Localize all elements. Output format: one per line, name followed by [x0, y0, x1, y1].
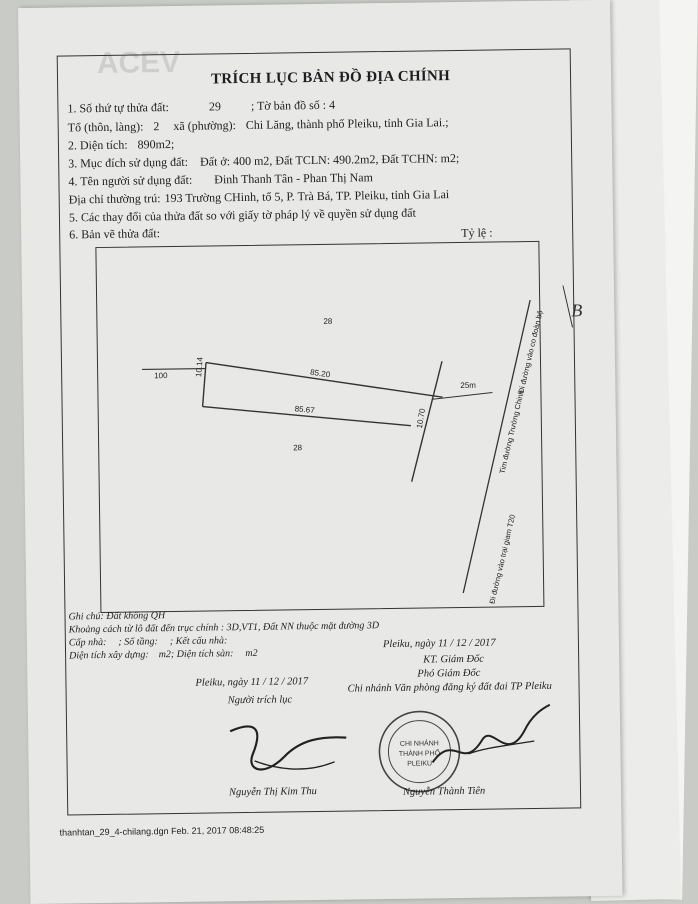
owner-label: 4. Tên người sử dụng đất:	[68, 172, 193, 189]
right-signature	[428, 701, 559, 783]
road-centerline	[459, 300, 534, 593]
right-role-2: Phó Giám Đốc	[417, 667, 481, 680]
area-label: 2. Diện tích:	[67, 137, 128, 153]
file-footer: thanhtan_29_4-chilang.dgn Feb. 21, 2017 08:48:25	[59, 824, 265, 838]
edge-right-length: 10.70	[414, 407, 428, 430]
edge-top-length: 85.20	[309, 367, 331, 380]
floor-area-unit: m2	[245, 647, 258, 660]
distance-line	[431, 393, 492, 400]
edge-bottom-length: 85.67	[294, 404, 316, 416]
right-role-1: KT. Giám Đốc	[423, 653, 485, 666]
structure-label: ; Kết cấu nhà:	[169, 635, 228, 648]
built-area-label: Diện tích xây dựng:	[69, 649, 149, 662]
address-label: Địa chỉ thường trú:	[68, 191, 161, 207]
document-page	[18, 0, 622, 904]
parcel-number: 29	[208, 99, 222, 114]
left-role: Người trích lục	[227, 694, 293, 707]
note-value: Đất không QH	[106, 610, 166, 622]
distance-label: 25m	[460, 380, 476, 390]
road-label-center: Tim đường Trường Chinh	[497, 389, 526, 475]
right-name: Nguyễn Thành Tiên	[402, 785, 486, 798]
road-label-top: Đi đường vào co đoàn bộ	[516, 309, 545, 395]
drawing-heading: 6. Bản vẽ thửa đất:	[69, 226, 161, 242]
area-value: 890m2;	[137, 136, 175, 152]
document-title: TRÍCH LỤC BẢN ĐỒ ĐỊA CHÍNH	[210, 68, 451, 88]
parcel-top-edge	[206, 359, 443, 400]
watermark: ACEV	[96, 45, 181, 81]
right-org: Chi nhánh Văn phòng đăng ký đất đai TP Pleiku	[347, 680, 552, 695]
left-date: Pleiku, ngày 11 / 12 / 2017	[195, 676, 309, 689]
edge-left-length: 10.14	[194, 356, 205, 378]
left-name: Nguyễn Thị Kim Thu	[228, 786, 317, 799]
grade-label: Cấp nhà:	[68, 636, 107, 649]
area-line	[68, 137, 175, 153]
purpose-value: Đất ở: 400 m2, Đất TCLN: 490.2m2, Đất TCHN: m2;	[199, 150, 460, 169]
owner-value: Đinh Thanh Tân - Phan Thị Nam	[214, 170, 373, 187]
scale-label: Tỷ lệ :	[461, 225, 493, 240]
distance-value: 3D,VT1, Đất NN thuộc mặt đường 3D	[226, 620, 380, 634]
commune-value: Chi Lăng, thành phố Pleiku, tỉnh Gia Lai.;	[245, 115, 449, 132]
purpose-label: 3. Mục đích sử dụng đất:	[68, 154, 189, 171]
parcel-drawing	[95, 241, 583, 613]
distance-label: Khoảng cách từ lô đất đến trục chính :	[68, 622, 225, 636]
built-area-unit: m2;	[158, 649, 175, 661]
note-label: Ghi chú:	[68, 610, 104, 623]
parcel-number-label: 1. Số thứ tự thửa đất:	[67, 100, 170, 116]
parcel-bottom-label: 28	[293, 443, 303, 453]
svg-text:PLEIKU: PLEIKU	[407, 760, 433, 768]
road-label-bottom: Đi đường vào trại giam T20	[487, 513, 518, 605]
group-label: Tổ (thôn, làng):	[67, 119, 144, 135]
address-value: 193 Trường CHinh, tổ 5, P. Trà Bá, TP. Pleiku, tỉnh Gia Lai	[164, 187, 450, 206]
house-line	[69, 635, 228, 648]
changes-line: 5. Các thay đổi của thửa đất so với giấy tờ pháp lý về quyền sử dụng đất	[68, 205, 416, 225]
group-value: 2	[153, 119, 160, 134]
right-date: Pleiku, ngày 11 / 12 / 2017	[382, 637, 496, 651]
map-sheet: ; Tờ bản đồ số : 4	[250, 97, 336, 113]
floors-label: ; Số tầng:	[118, 636, 158, 648]
parcel-top-label: 28	[323, 316, 333, 326]
north-arrow-label: B	[571, 300, 583, 321]
floor-area-label: Diện tích sàn:	[176, 648, 234, 660]
left-signature	[224, 716, 355, 788]
commune-label: xã (phường):	[173, 118, 236, 133]
svg-text:THÀNH PHỐ: THÀNH PHỐ	[398, 750, 441, 758]
svg-text:CHI NHÁNH: CHI NHÁNH	[399, 740, 439, 748]
parcel-drawing-svg	[96, 242, 583, 614]
note-line	[68, 610, 165, 622]
parcel-left-label: 100	[154, 371, 168, 381]
